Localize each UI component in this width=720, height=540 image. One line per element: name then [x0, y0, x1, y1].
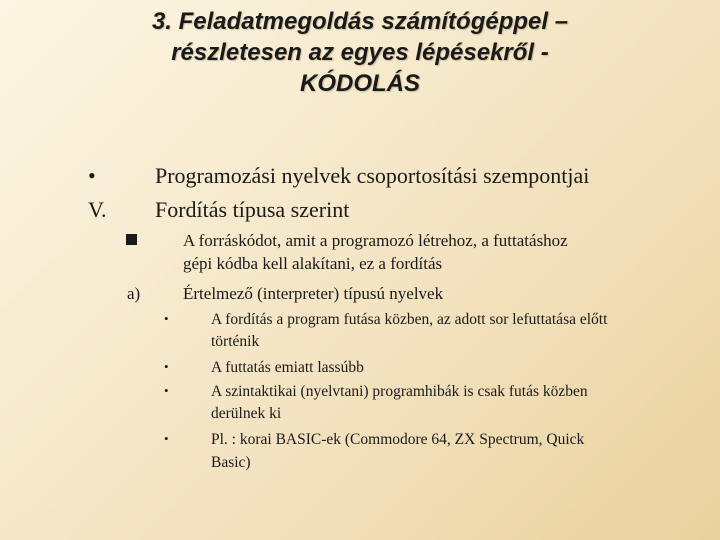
- level1-text-line-2: Fordítás típusa szerint: [155, 197, 350, 222]
- square-bullet-icon: [126, 234, 137, 245]
- level3-item-2-line-1: A futtatás emiatt lassúbb: [211, 359, 364, 376]
- slide-title: [60, 6, 660, 99]
- level2-text-line-3: Értelmező (interpreter) típusú nyelvek: [183, 284, 444, 303]
- level3-bullet-icon: •: [164, 359, 169, 374]
- level3-item-3-line-1: A szintaktikai (nyelvtani) programhibák is csak futás közben: [211, 383, 588, 400]
- title-line-2: részletesen az egyes lépésekről -: [171, 39, 549, 66]
- level2-text-line-2: gépi kódba kell alakítani, ez a fordítás: [183, 254, 443, 273]
- level2-sub-marker: a): [127, 284, 141, 303]
- level3-item-1-line-1: A fordítás a program futása közben, az adott sor lefuttatása előtt: [211, 311, 608, 328]
- level1-number-marker: V.: [88, 197, 107, 222]
- level3-item-4-line-1: Pl. : korai BASIC-ek (Commodore 64, ZX Spectrum, Quick: [211, 431, 585, 448]
- level3-item-1-line-2: történik: [211, 333, 260, 350]
- level1-text-line-1: Programozási nyelvek csoportosítási szempontjai: [155, 163, 590, 188]
- title-line-1: 3. Feladatmegoldás számítógéppel –: [151, 8, 569, 35]
- level3-bullet-icon: •: [164, 383, 169, 398]
- level3-bullet-icon: •: [164, 311, 169, 326]
- title-line-3: KÓDOLÁS: [300, 70, 420, 97]
- level3-item-4-line-2: Basic): [211, 454, 251, 471]
- level3-item-3-line-2: derülnek ki: [211, 405, 282, 422]
- level3-bullet-icon: •: [164, 431, 169, 446]
- level1-bullet: •: [88, 163, 96, 188]
- level2-text-line-1: A forráskódot, amit a programozó létrehoz, a futtatáshoz: [183, 231, 568, 250]
